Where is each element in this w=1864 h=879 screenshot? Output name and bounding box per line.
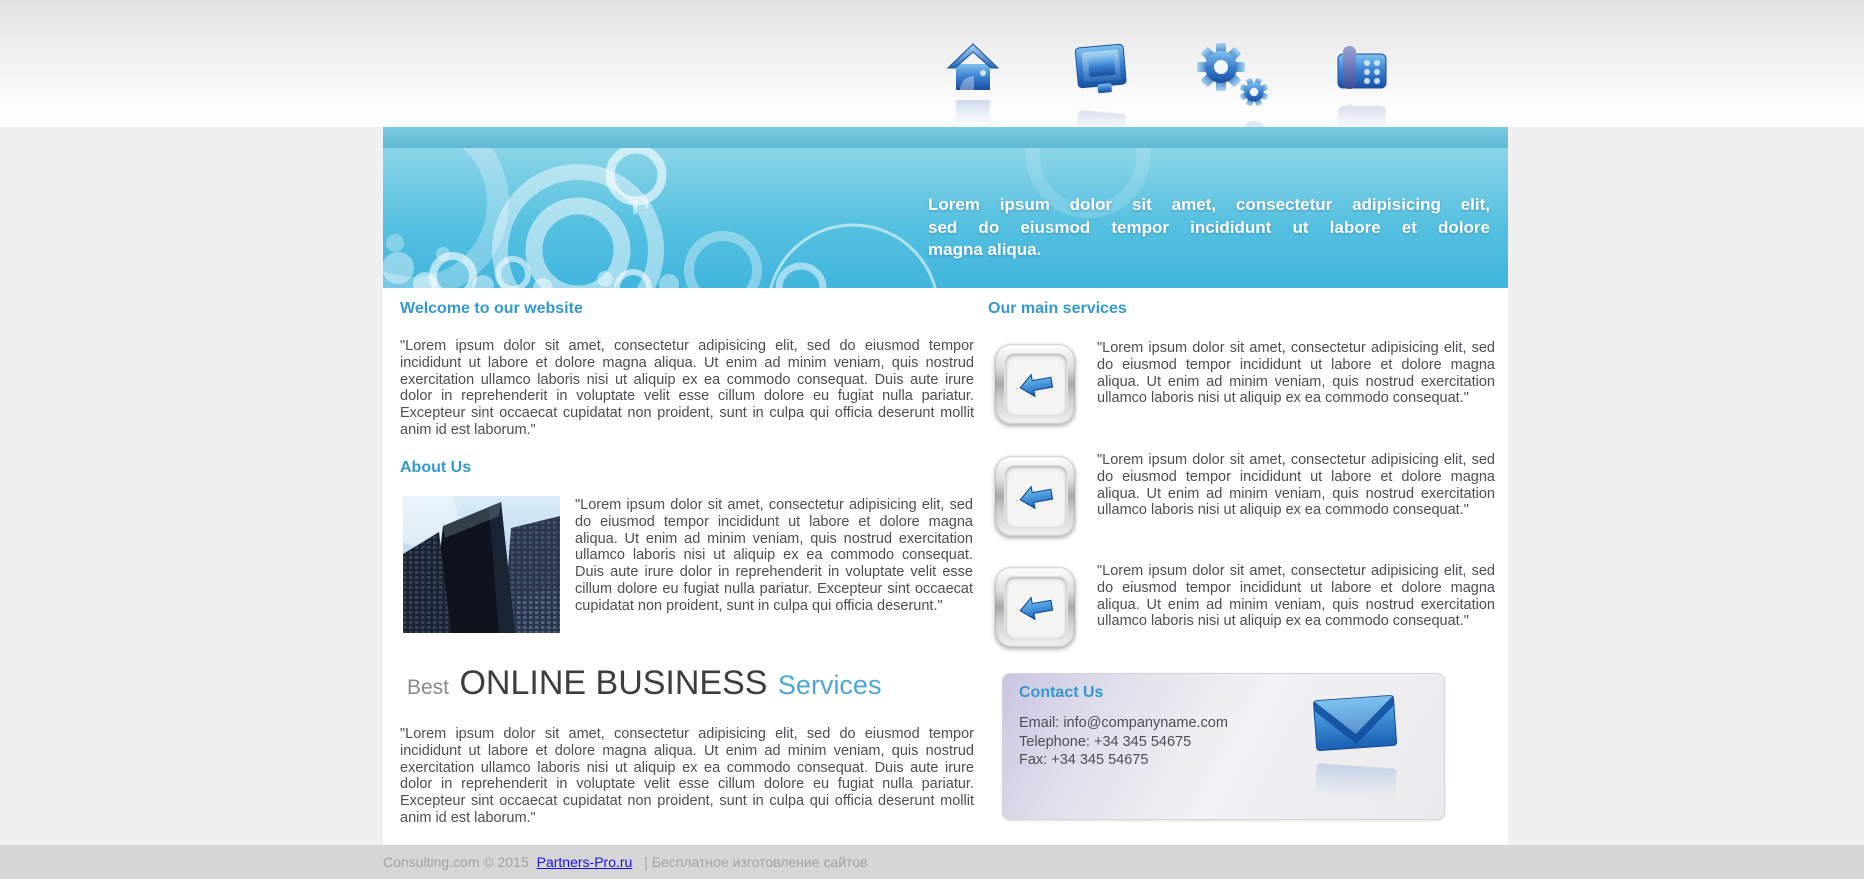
banner-artwork-area — [383, 148, 1508, 288]
contact-telephone: Telephone: +34 345 54675 — [1019, 733, 1192, 750]
main-content — [383, 288, 1508, 845]
footer-tagline: | Бесплатное изготовление сайтов — [644, 854, 868, 870]
banner-slogan-line: sed do eiusmod tempor incididunt ut labore et dolore — [928, 217, 1490, 237]
arrow-icon — [1016, 368, 1056, 402]
service-button-face — [1004, 576, 1068, 640]
banner-slogan-line: magna aliqua. — [928, 240, 1042, 259]
header — [0, 0, 1864, 127]
welcome-heading: Welcome to our website — [400, 300, 583, 317]
footer-text — [383, 845, 868, 879]
arrow-icon — [1016, 480, 1056, 514]
contact-box — [1002, 673, 1445, 820]
arrow-icon — [1016, 591, 1056, 625]
tagline-prefix: Best — [407, 676, 450, 699]
contact-email: Email: info@companyname.com — [1019, 715, 1228, 731]
banner-slogan-line: Lorem ipsum dolor sit amet, consectetur adipisicing elit, — [928, 195, 1490, 214]
envelope-icon — [1311, 690, 1399, 754]
contact-details — [1019, 714, 1228, 770]
service-item — [995, 340, 1495, 440]
phone-icon — [1330, 42, 1392, 94]
services-heading: Our main services — [988, 300, 1127, 317]
about-paragraph: "Lorem ipsum dolor sit amet, consectetur adipisicing elit, sed do eiusmod tempor incididunt ut labore et dolore magna aliqua. Ut enim ad minim veniam, quis nostrud exercitation ullamco laboris nisi ut aliquip ex ea commodo consequat. Duis aute irure dolor in reprehenderit in voluptate velit esse cillum dolore eu fugiat nulla pariatur. Excepteur sint occaecat cupidatat non proident, sunt in culpa qui officia deserunt." — [575, 497, 973, 614]
service-button[interactable] — [995, 344, 1075, 424]
gear-icon — [1194, 42, 1274, 110]
footer — [0, 845, 1864, 879]
service-button-face — [1004, 353, 1068, 417]
envelope — [1311, 690, 1403, 824]
banner-slogan — [928, 194, 1490, 262]
monitor-icon — [1071, 42, 1131, 96]
skyscrapers-photo — [403, 496, 560, 633]
service-item — [995, 563, 1495, 663]
service-button[interactable] — [995, 567, 1075, 647]
service-button[interactable] — [995, 456, 1075, 536]
hero-banner — [383, 127, 1508, 288]
welcome-paragraph: "Lorem ipsum dolor sit amet, consectetur adipisicing elit, sed do eiusmod tempor incididunt ut labore et dolore magna aliqua. Ut enim ad minim veniam, quis nostrud exercitation ullamco laboris nisi ut aliquip ex ea commodo consequat. Duis aute irure dolor in reprehenderit in voluptate velit esse cillum dolore eu fugiat nulla pariatur. Excepteur sint occaecat cupidatat non proident, sunt in culpa qui officia deserunt mollit anim id est laborum." — [400, 338, 974, 438]
envelope-reflection — [1311, 755, 1403, 824]
tagline-main: ONLINE BUSINESS — [459, 664, 768, 702]
contact-heading: Contact Us — [1019, 684, 1104, 701]
service-text: "Lorem ipsum dolor sit amet, consectetur adipisicing elit, sed do eiusmod tempor incididunt ut labore et dolore magna aliqua. Ut enim ad minim veniam, quis nostrud exercitation ullamco laboris nisi ut aliquip ex ea commodo consequat." — [1097, 563, 1495, 630]
banner-top-strip — [383, 127, 1508, 148]
service-text: "Lorem ipsum dolor sit amet, consectetur adipisicing elit, sed do eiusmod tempor incididunt ut labore et dolore magna aliqua. Ut enim ad minim veniam, quis nostrud exercitation ullamco laboris nisi ut aliquip ex ea commodo consequat." — [1097, 340, 1495, 407]
contact-fax: Fax: +34 345 54675 — [1019, 752, 1149, 768]
home-icon — [946, 42, 1000, 92]
service-item — [995, 452, 1495, 552]
about-heading: About Us — [400, 459, 472, 476]
closing-paragraph: "Lorem ipsum dolor sit amet, consectetur adipisicing elit, sed do eiusmod tempor incididunt ut labore et dolore magna aliqua. Ut enim ad minim veniam, quis nostrud exercitation ullamco laboris nisi ut aliquip ex ea commodo consequat. Duis aute irure dolor in reprehenderit in voluptate velit esse cillum dolore eu fugiat nulla pariatur. Excepteur sint occaecat cupidatat non proident, sunt in culpa qui officia deserunt mollit anim id est laborum." — [400, 726, 974, 826]
tagline-suffix: Services — [777, 670, 882, 700]
service-text: "Lorem ipsum dolor sit amet, consectetur adipisicing elit, sed do eiusmod tempor incididunt ut labore et dolore magna aliqua. Ut enim ad minim veniam, quis nostrud exercitation ullamco laboris nisi ut aliquip ex ea commodo consequat." — [1097, 452, 1495, 519]
footer-link[interactable]: Partners-Pro.ru — [536, 854, 633, 870]
tagline — [407, 664, 881, 703]
footer-copyright: Consulting.com © 2015 — [383, 854, 529, 870]
service-button-face — [1004, 465, 1068, 529]
